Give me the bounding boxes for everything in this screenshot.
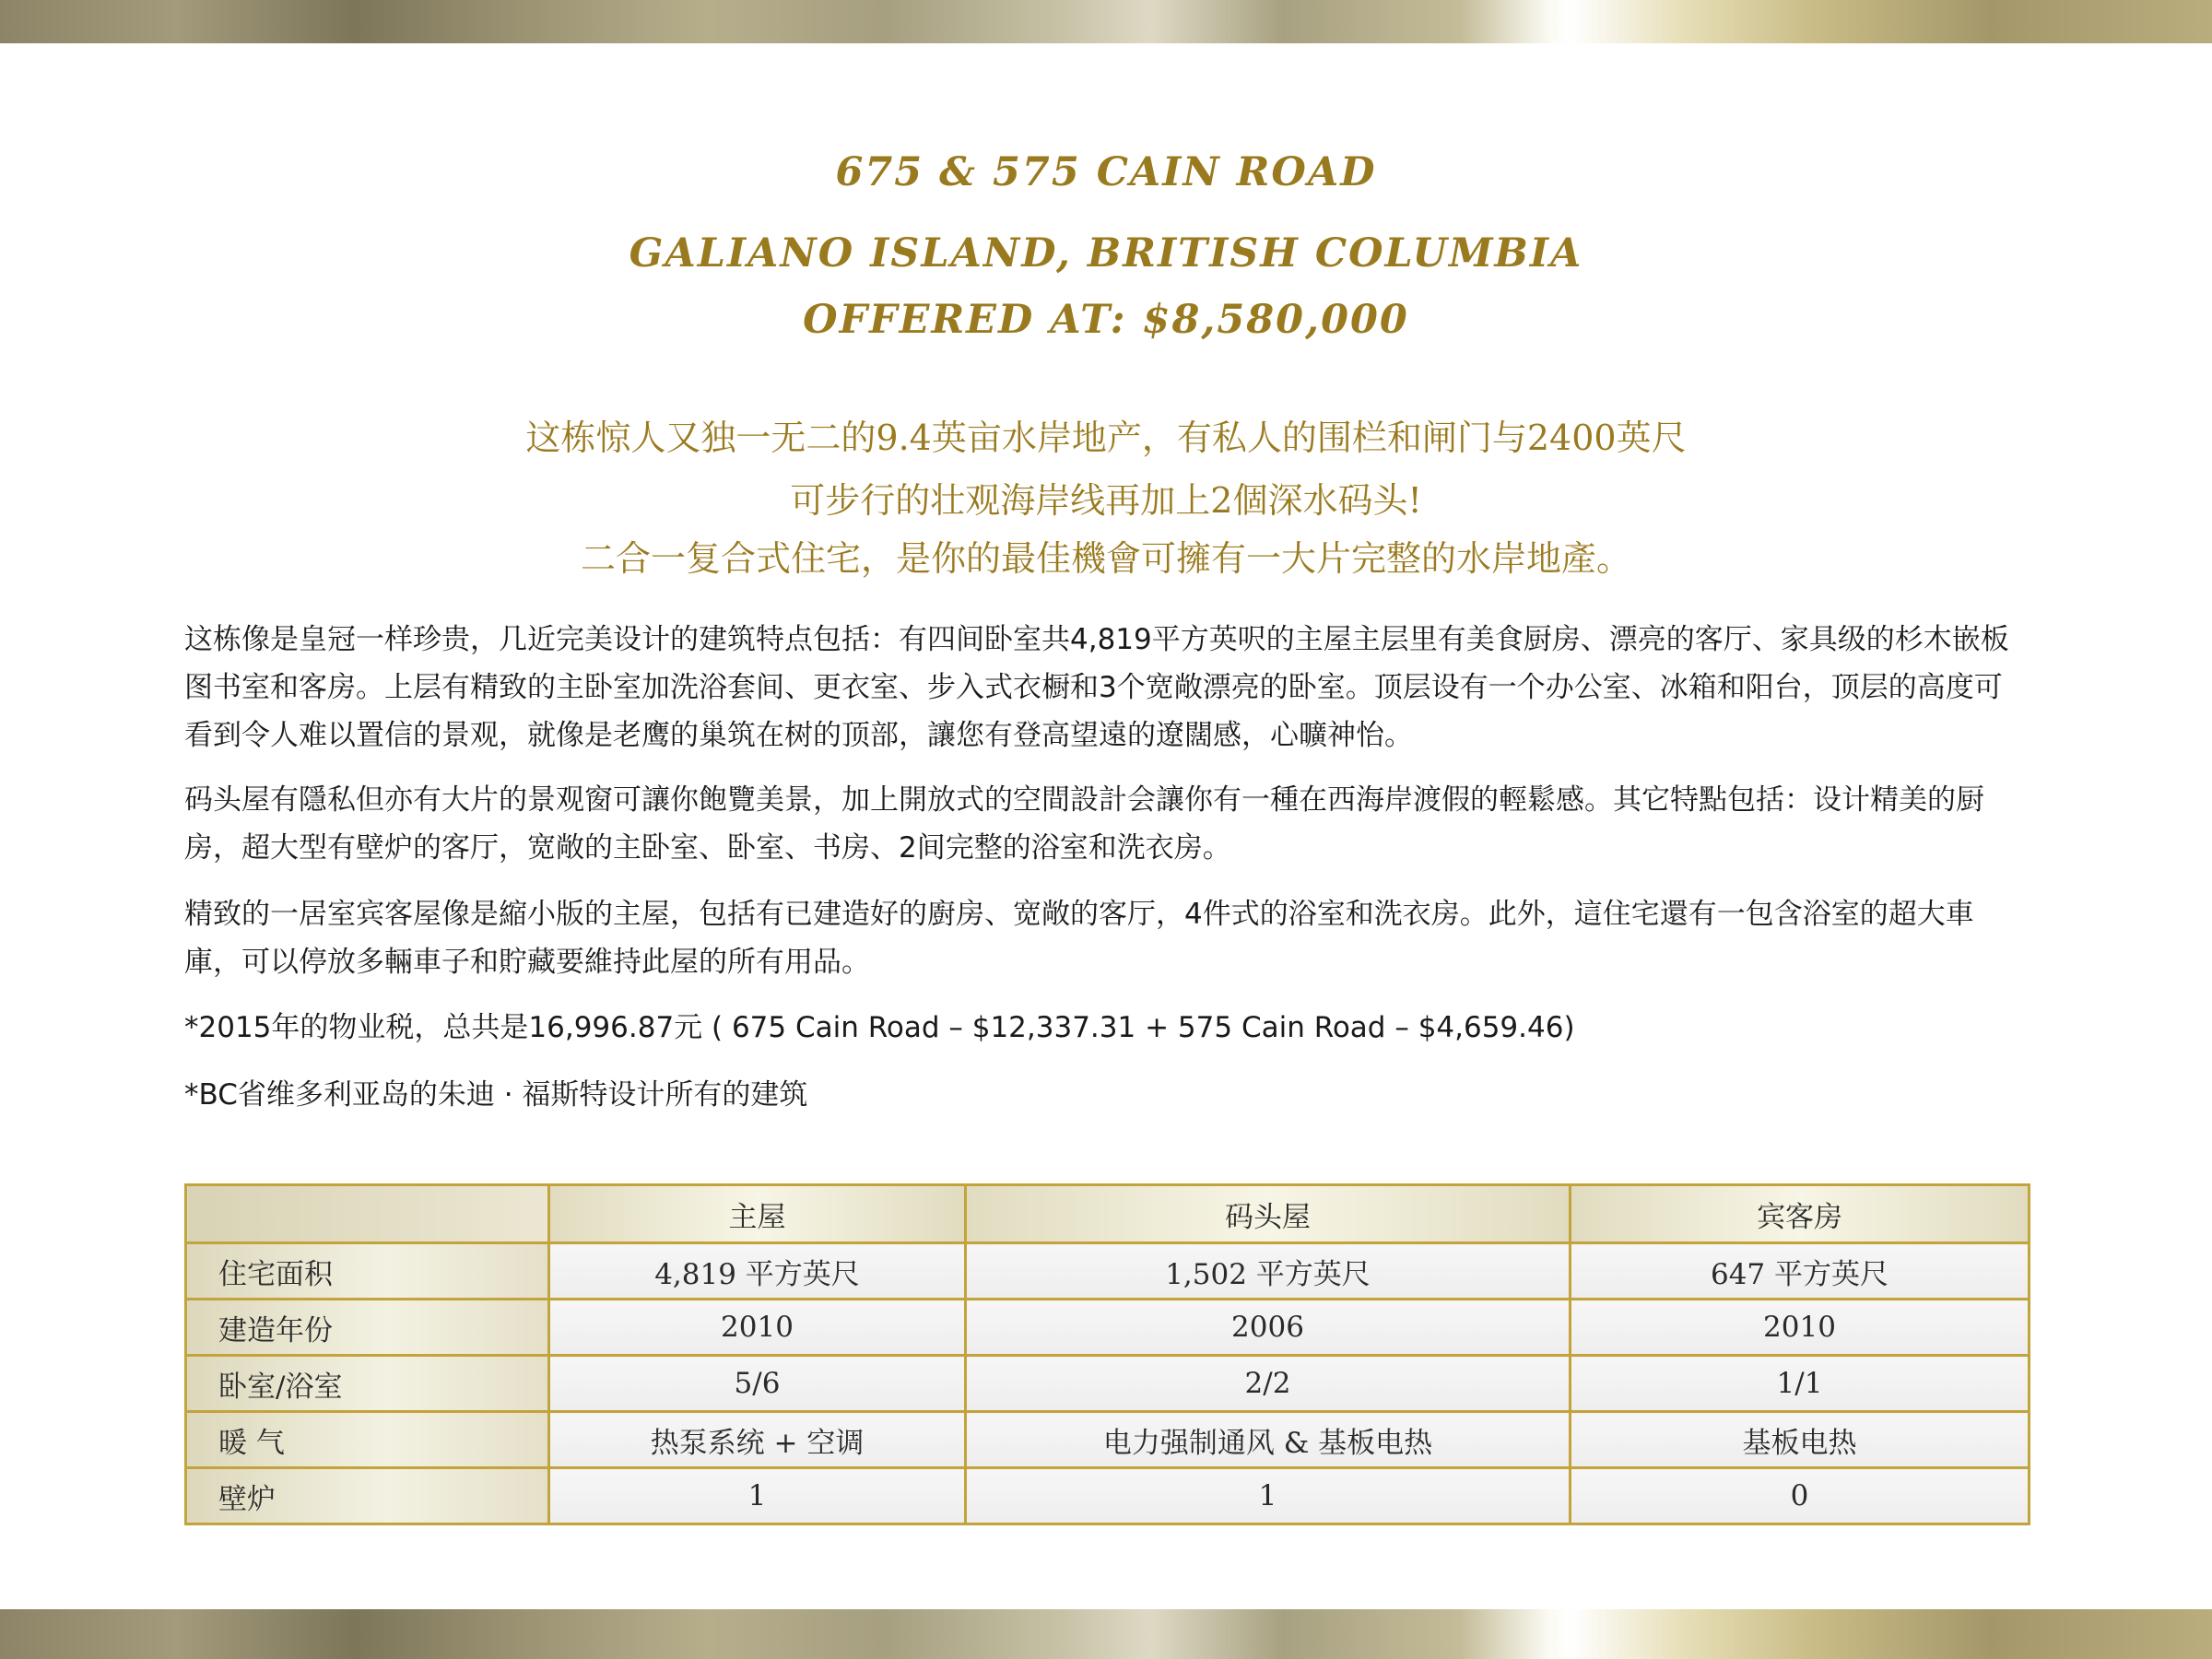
table-cell: 1	[549, 1468, 966, 1524]
table-cell: 2010	[549, 1300, 966, 1356]
table-cell: 基板电热	[1571, 1412, 2030, 1468]
property-spec-table	[184, 1183, 2030, 1525]
table-corner-cell	[186, 1185, 549, 1243]
offer-price-heading: OFFERED AT: $8,580,000	[803, 297, 1409, 343]
intro-line-1: 这栋惊人又独一无二的9.4英亩水岸地产，有私人的围栏和闸门与2400英尺	[525, 418, 1687, 458]
table-cell: 5/6	[549, 1356, 966, 1412]
table-cell: 电力强制通风 & 基板电热	[966, 1412, 1571, 1468]
property-location-heading: GALIANO ISLAND, BRITISH COLUMBIA	[629, 230, 1583, 276]
property-tax-note: *2015年的物业税，总共是16,996.87元 ( 675 Cain Road – $12,337.31 + 575 Cain Road – $4,659.46)	[184, 1011, 1575, 1044]
row-label: 壁炉	[186, 1468, 549, 1524]
table-row-bed-bath	[186, 1356, 2030, 1412]
table-cell: 1/1	[1571, 1356, 2030, 1412]
table-row-heating	[186, 1412, 2030, 1468]
table-cell: 2/2	[966, 1356, 1571, 1412]
top-gradient-band	[0, 0, 2212, 43]
dock-house-description: 码头屋有隱私但亦有大片的景观窗可讓你飽覽美景，加上開放式的空間設計会讓你有一種在西海岸渡假的輕鬆感。其它特點包括：设计精美的厨房，超大型有壁炉的客厅，宽敞的主卧室、卧室、书房、2间完整的浴室和洗衣房。	[184, 783, 1984, 865]
row-label: 暖 气	[186, 1412, 549, 1468]
column-header-guest-house: 宾客房	[1571, 1185, 2030, 1243]
main-house-description: 这栋像是皇冠一样珍贵，几近完美设计的建筑特点包括：有四间卧室共4,819平方英呎的主屋主层里有美食厨房、漂亮的客厅、家具级的杉木嵌板图书室和客房。上层有精致的主卧室加洗浴套间、更衣室、步入式衣橱和3个宽敞漂亮的卧室。顶层设有一个办公室、冰箱和阳台，顶层的高度可看到令人难以置信的景观，就像是老鹰的巢筑在树的顶部，讓您有登高望遠的遼闊感，心曠神怡。	[184, 623, 2009, 752]
architect-note: *BC省维多利亚岛的朱迪 · 福斯特设计所有的建筑	[184, 1078, 808, 1112]
table-row-living-area	[186, 1243, 2030, 1300]
table-cell: 2010	[1571, 1300, 2030, 1356]
table-cell: 2006	[966, 1300, 1571, 1356]
table-header-row	[186, 1185, 2030, 1243]
bottom-gradient-band	[0, 1609, 2212, 1659]
table-cell: 647 平方英尺	[1571, 1243, 2030, 1300]
table-row-year-built	[186, 1300, 2030, 1356]
row-label: 住宅面积	[186, 1243, 549, 1300]
table-row-fireplace	[186, 1468, 2030, 1524]
table-cell: 热泵系统 + 空调	[549, 1412, 966, 1468]
intro-line-2: 可步行的壮观海岸线再加上2個深水码头!	[790, 480, 1422, 521]
column-header-main-house: 主屋	[549, 1185, 966, 1243]
table-cell: 0	[1571, 1468, 2030, 1524]
table-cell: 1,502 平方英尺	[966, 1243, 1571, 1300]
row-label: 建造年份	[186, 1300, 549, 1356]
guest-house-description: 精致的一居室宾客屋像是縮小版的主屋，包括有已建造好的廚房、宽敞的客厅，4件式的浴室和洗衣房。此外，這住宅還有一包含浴室的超大車庫，可以停放多輛車子和貯藏要維持此屋的所有用品。	[184, 898, 1974, 979]
table-cell: 4,819 平方英尺	[549, 1243, 966, 1300]
row-label: 卧室/浴室	[186, 1356, 549, 1412]
property-address-heading: 675 & 575 CAIN ROAD	[835, 149, 1377, 195]
intro-line-3: 二合一复合式住宅，是你的最佳機會可擁有一大片完整的水岸地產。	[580, 538, 1631, 579]
table-cell: 1	[966, 1468, 1571, 1524]
column-header-dock-house: 码头屋	[966, 1185, 1571, 1243]
